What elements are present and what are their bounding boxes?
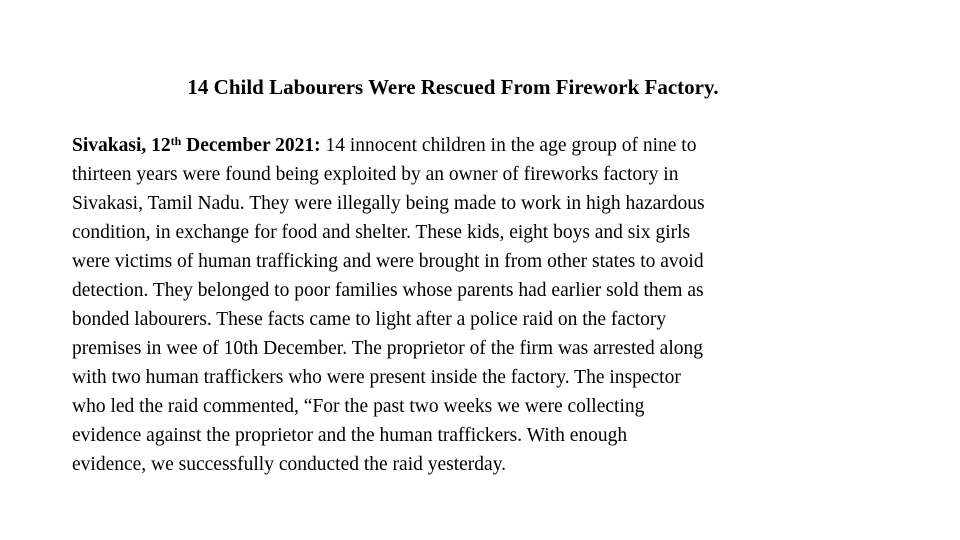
dateline-ordinal-suffix: th [170, 134, 182, 148]
article-body [72, 131, 872, 479]
body-line: premises in wee of 10th December. The proprietor of the firm was arrested along [72, 338, 704, 359]
dateline [72, 135, 321, 156]
body-line: evidence, we successfully conducted the raid yesterday. [72, 454, 507, 475]
dateline-month-year: December 2021: [181, 135, 321, 156]
body-line: detection. They belonged to poor families whose parents had earlier sold them as [72, 280, 704, 301]
body-line: who led the raid commented, “For the past two weeks we were collecting [72, 396, 645, 417]
body-line: were victims of human trafficking and were brought in from other states to avoid [72, 251, 704, 272]
body-line: evidence against the proprietor and the human traffickers. With enough [72, 425, 628, 446]
body-line: Sivakasi, Tamil Nadu. They were illegally being made to work in high hazardous [72, 193, 705, 214]
body-line: bonded labourers. These facts came to light after a police raid on the factory [72, 309, 667, 330]
body-line-1 [72, 131, 872, 160]
body-line-1-text: 14 innocent children in the age group of nine to [320, 135, 697, 156]
headline: 14 Child Labourers Were Rescued From Firework Factory. [187, 75, 719, 99]
body-line: condition, in exchange for food and shelter. These kids, eight boys and six girls [72, 222, 691, 243]
dateline-place-day: Sivakasi, 12 [72, 135, 171, 156]
body-line: thirteen years were found being exploited by an owner of fireworks factory in [72, 164, 679, 185]
body-line: with two human traffickers who were present inside the factory. The inspector [72, 367, 681, 388]
